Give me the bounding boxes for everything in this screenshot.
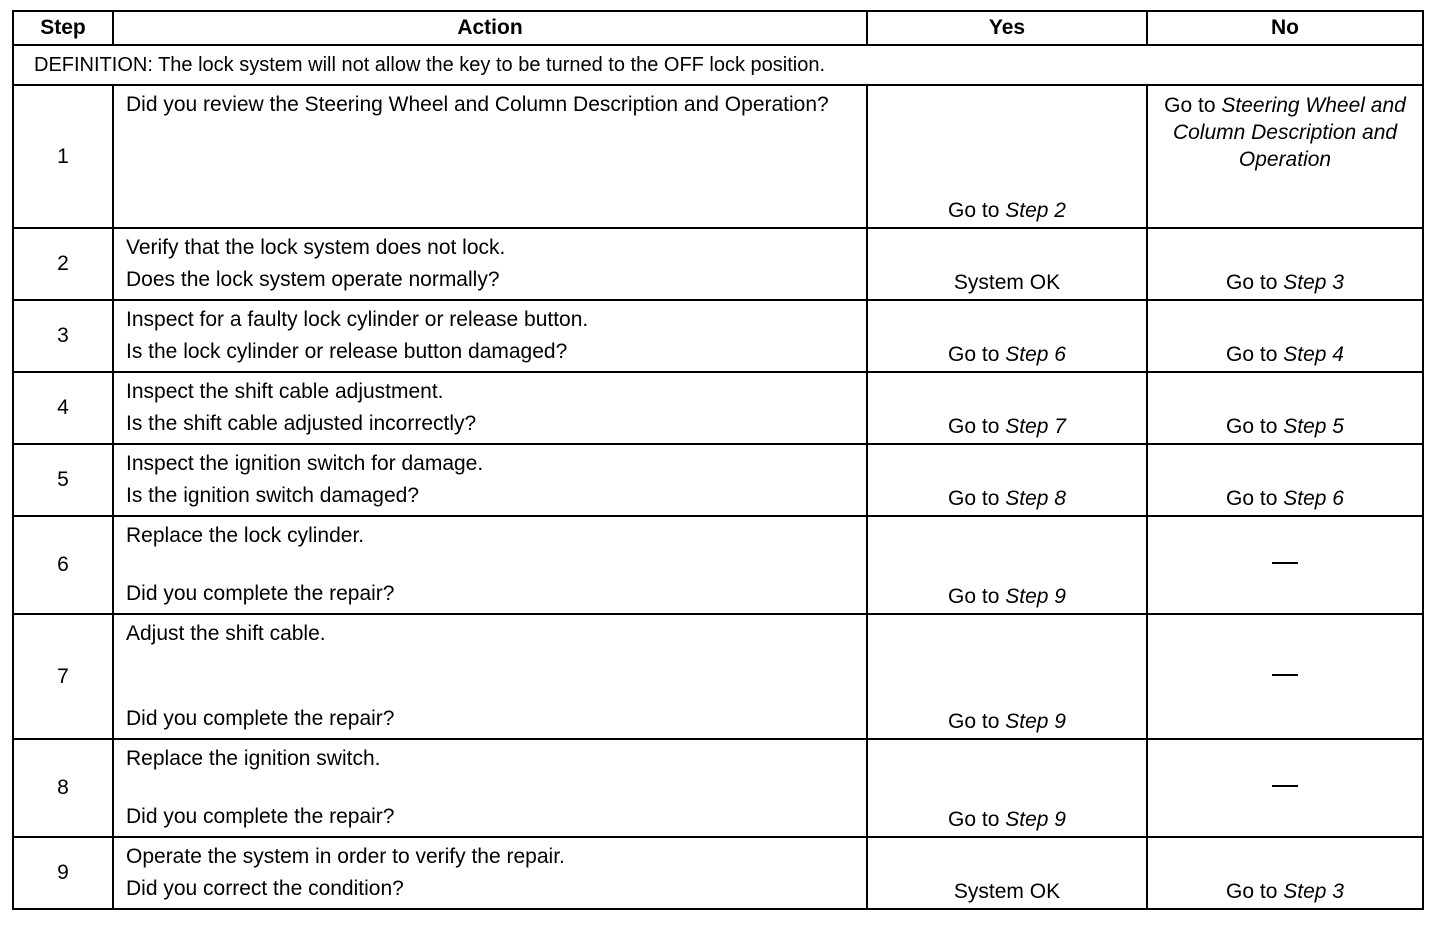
no-text: Go to [1226,880,1284,903]
no-step-link[interactable]: Step 3 [1283,880,1344,903]
step-number: 8 [13,739,113,837]
table-row [13,837,1423,909]
table-row [13,444,1423,516]
em-dash-icon [1272,785,1298,787]
yes-text: Go to [948,808,1006,831]
no-text: Go to [1226,415,1284,438]
diagnostic-table-page [12,10,1422,910]
action-instruction: Adjust the shift cable. [126,622,326,645]
table-row [13,614,1423,739]
no-text: Go to [1164,94,1222,117]
no-cell [1147,372,1423,444]
yes-text: System OK [953,880,1061,903]
table-row [13,85,1423,228]
action-question: Is the ignition switch damaged? [126,484,420,507]
action-instruction: Verify that the lock system does not lock. [126,236,506,259]
action-question: Did you correct the condition? [126,877,404,900]
step-number: 7 [13,614,113,739]
yes-cell [867,444,1147,516]
yes-step-link[interactable]: Step 9 [1005,585,1066,608]
action-cell [113,85,867,228]
yes-step-link[interactable]: Step 6 [1005,343,1066,366]
yes-step-link[interactable]: Step 2 [1005,199,1066,222]
header-step: Step [13,11,113,45]
header-row [13,11,1423,45]
action-instruction: Replace the ignition switch. [126,747,381,770]
yes-text: Go to [948,415,1006,438]
action-cell [113,739,867,837]
table-row [13,300,1423,372]
table-row [13,372,1423,444]
table-row [13,516,1423,614]
action-question: Does the lock system operate normally? [126,268,500,291]
yes-cell [867,228,1147,300]
action-instruction: Inspect the ignition switch for damage. [126,452,484,475]
step-number: 9 [13,837,113,909]
action-instruction: Inspect the shift cable adjustment. [126,380,444,403]
no-step-link[interactable]: Step 6 [1283,487,1344,510]
yes-text: System OK [953,271,1061,294]
action-question: Did you complete the repair? [126,805,395,828]
yes-cell [867,372,1147,444]
no-cell [1147,614,1423,739]
yes-cell [867,300,1147,372]
action-instruction: Inspect for a faulty lock cylinder or release button. [126,308,589,331]
step-number: 4 [13,372,113,444]
no-step-link[interactable]: Step 5 [1283,415,1344,438]
no-cell [1147,739,1423,837]
header-no: No [1147,11,1423,45]
em-dash-icon [1272,674,1298,676]
yes-cell [867,739,1147,837]
yes-text: Go to [948,585,1006,608]
step-number: 6 [13,516,113,614]
yes-text: Go to [948,199,1006,222]
yes-text: Go to [948,343,1006,366]
em-dash-icon [1272,562,1298,564]
yes-cell [867,85,1147,228]
action-cell [113,300,867,372]
yes-text: Go to [948,710,1006,733]
definition-row [13,45,1423,85]
yes-step-link[interactable]: Step 8 [1005,487,1066,510]
yes-cell [867,837,1147,909]
action-question: Is the lock cylinder or release button damaged? [126,340,568,363]
step-number: 5 [13,444,113,516]
no-text: Go to [1226,271,1284,294]
header-yes: Yes [867,11,1147,45]
no-step-link[interactable]: Step 4 [1283,343,1344,366]
no-cell [1147,516,1423,614]
yes-step-link[interactable]: Step 9 [1005,808,1066,831]
action-cell [113,837,867,909]
action-question: Did you complete the repair? [126,582,395,605]
action-cell [113,614,867,739]
action-instruction: Operate the system in order to verify the repair. [126,845,565,868]
no-cell [1147,85,1423,228]
step-number: 1 [13,85,113,228]
step-number: 2 [13,228,113,300]
action-cell [113,372,867,444]
yes-step-link[interactable]: Step 9 [1005,710,1066,733]
action-question: Did you complete the repair? [126,707,395,730]
no-text: Go to [1226,343,1284,366]
action-cell [113,228,867,300]
table-row [13,739,1423,837]
yes-cell [867,614,1147,739]
no-cell [1147,837,1423,909]
yes-cell [867,516,1147,614]
action-instruction: Replace the lock cylinder. [126,524,365,547]
action-instruction: Did you review the Steering Wheel and Column Description and Operation? [126,93,829,116]
yes-text: Go to [948,487,1006,510]
no-cell [1147,228,1423,300]
no-text: Go to [1226,487,1284,510]
diagnostic-table [12,10,1424,910]
yes-step-link[interactable]: Step 7 [1005,415,1066,438]
no-cell [1147,300,1423,372]
header-action: Action [113,11,867,45]
definition-text: DEFINITION: The lock system will not allow the key to be turned to the OFF lock position. [13,45,1423,85]
step-number: 3 [13,300,113,372]
no-step-link[interactable]: Step 3 [1283,271,1344,294]
action-cell [113,516,867,614]
table-row [13,228,1423,300]
no-step-link[interactable]: Steering Wheel and Column Description and Operation [1172,94,1406,171]
no-cell [1147,444,1423,516]
action-cell [113,444,867,516]
action-question: Is the shift cable adjusted incorrectly? [126,412,477,435]
